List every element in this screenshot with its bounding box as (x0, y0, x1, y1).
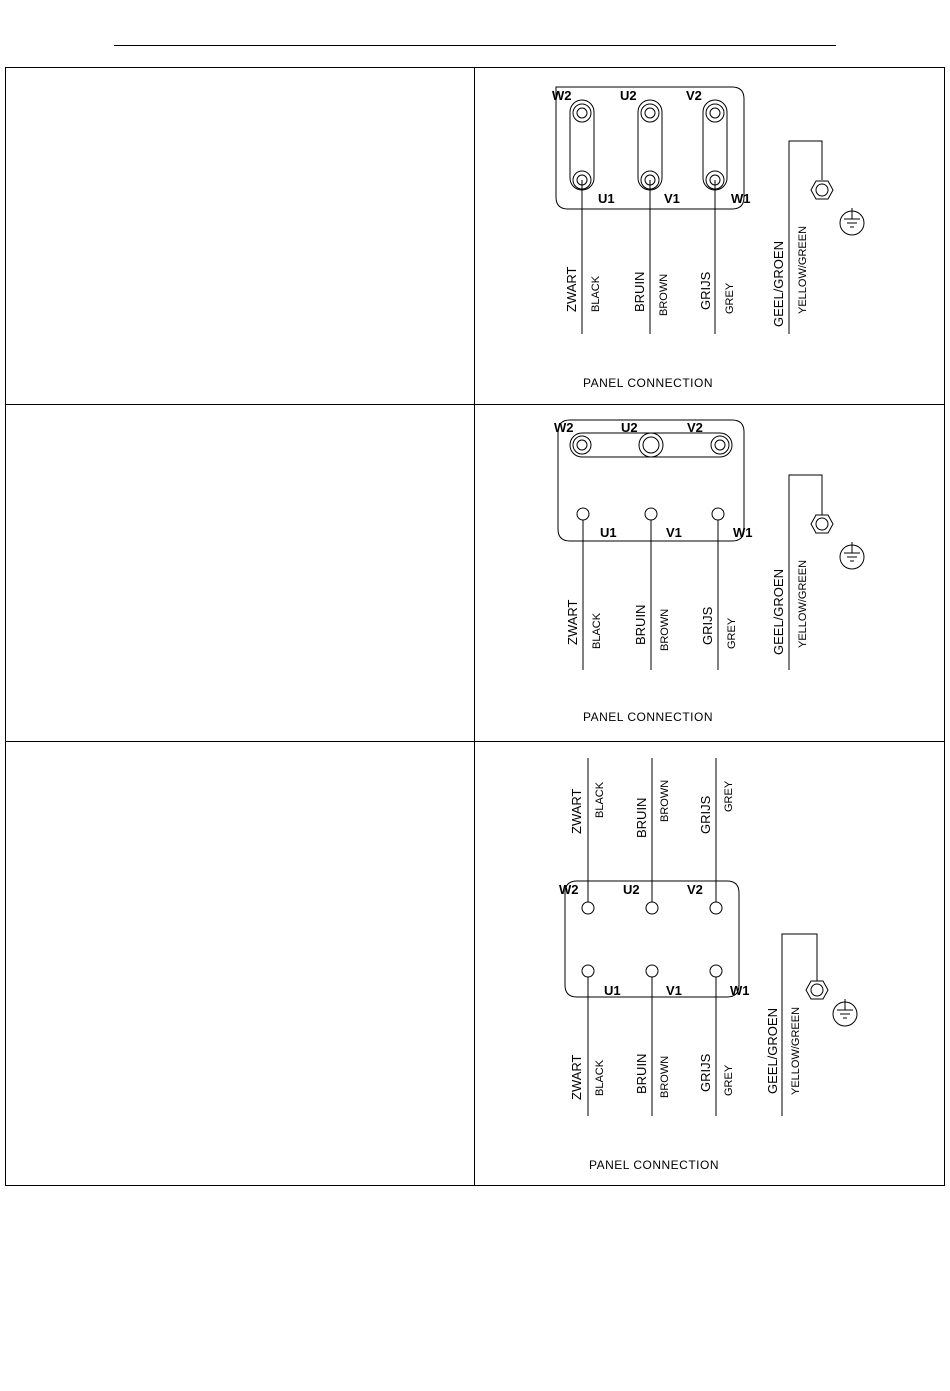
wire-label-black-nl: ZWART (564, 266, 579, 312)
diagram-cell-six-wire (475, 742, 944, 1186)
terminal-labels (554, 420, 753, 540)
wire-label-brown-nl: BRUIN (634, 797, 649, 838)
header-rule (114, 45, 836, 46)
diagram-row-delta (6, 68, 944, 405)
wire-label-grey-nl: GRIJS (698, 271, 713, 310)
wire-label-black-en: BLACK (594, 781, 606, 818)
diagram-cell-star (475, 405, 944, 741)
terminal-stud (582, 902, 594, 914)
wire-label-brown-nl: BRUIN (634, 1053, 649, 1094)
wire-label-grey-en: GREY (723, 780, 735, 812)
terminal-stud (573, 436, 591, 454)
wire-label-grey-nl: GRIJS (698, 1053, 713, 1092)
terminal-label-v2: V2 (686, 88, 702, 103)
terminal-label-u1: U1 (600, 525, 617, 540)
terminal-label-w2: W2 (559, 882, 579, 897)
wire-label-earth-en: YELLOW/GREEN (790, 1006, 802, 1095)
terminal-stud (646, 902, 658, 914)
terminal-stud (710, 965, 722, 977)
wire-label-black-nl: ZWART (565, 599, 580, 645)
description-cell (6, 742, 475, 1186)
terminal-label-u2: U2 (620, 88, 637, 103)
wire-label-brown-en: BROWN (659, 779, 671, 822)
panel-connection-caption: PANEL CONNECTION (583, 710, 714, 724)
wire-label-brown-en: BROWN (659, 608, 671, 651)
terminal-label-u2: U2 (621, 420, 638, 435)
diagram-row-six-wire (6, 742, 944, 1186)
wire-label-black-nl: ZWART (569, 1054, 584, 1100)
delta-connection-diagram (475, 68, 944, 404)
terminal-label-v2: V2 (687, 882, 703, 897)
star-connection-diagram (475, 405, 944, 741)
wire-label-grey-nl: GRIJS (698, 795, 713, 834)
wire-label-brown-nl: BRUIN (633, 604, 648, 645)
diagram-table (5, 67, 945, 1186)
panel-connection-caption: PANEL CONNECTION (583, 376, 714, 390)
terminal-stud (577, 508, 589, 520)
wire-label-earth-en: YELLOW/GREEN (797, 559, 809, 648)
wire-label-brown-en: BROWN (659, 1055, 671, 1098)
terminal-stud (641, 104, 659, 122)
terminal-stud (646, 965, 658, 977)
wire-labels (565, 560, 809, 655)
wire-label-grey-en: GREY (726, 617, 738, 649)
terminal-label-v1: V1 (666, 525, 682, 540)
panel-connection-caption: PANEL CONNECTION (589, 1158, 720, 1172)
terminal-label-v2: V2 (687, 420, 703, 435)
terminal-label-w2: W2 (554, 420, 574, 435)
wire-label-earth-nl: GEEL/GROEN (765, 1008, 780, 1094)
wire-label-black-en: BLACK (594, 1059, 606, 1096)
six-wire-connection-diagram (475, 742, 944, 1186)
diagram-row-star (6, 405, 944, 742)
wire-label-grey-nl: GRIJS (700, 606, 715, 645)
wire-label-brown-en: BROWN (658, 273, 670, 316)
terminal-label-w1: W1 (731, 191, 751, 206)
terminal-stud (712, 508, 724, 520)
wire-label-black-en: BLACK (591, 612, 603, 649)
terminal-stud (582, 965, 594, 977)
terminal-label-v1: V1 (666, 983, 682, 998)
description-cell (6, 405, 475, 741)
terminal-label-u2: U2 (623, 882, 640, 897)
terminal-stud (573, 104, 591, 122)
wire-label-earth-nl: GEEL/GROEN (771, 241, 786, 327)
diagram-cell-delta (475, 68, 944, 404)
terminal-label-w1: W1 (730, 983, 750, 998)
wire-label-black-nl: ZWART (569, 788, 584, 834)
description-cell (6, 68, 475, 404)
wire-label-earth-nl: GEEL/GROEN (771, 569, 786, 655)
wire-label-grey-en: GREY (723, 1064, 735, 1096)
wire-label-brown-nl: BRUIN (632, 271, 647, 312)
wire-label-black-en: BLACK (590, 275, 602, 312)
terminal-label-w1: W1 (733, 525, 753, 540)
terminal-stud (711, 436, 729, 454)
wire-labels (564, 226, 809, 327)
lower-wire-labels (569, 1007, 802, 1100)
terminal-stud (706, 104, 724, 122)
wire-label-grey-en: GREY (724, 282, 736, 314)
terminal-label-v1: V1 (664, 191, 680, 206)
wire-label-earth-en: YELLOW/GREEN (797, 225, 809, 314)
terminal-stud (645, 508, 657, 520)
terminal-label-u1: U1 (598, 191, 615, 206)
terminal-label-u1: U1 (604, 983, 621, 998)
terminal-label-w2: W2 (552, 88, 572, 103)
terminal-stud (710, 902, 722, 914)
